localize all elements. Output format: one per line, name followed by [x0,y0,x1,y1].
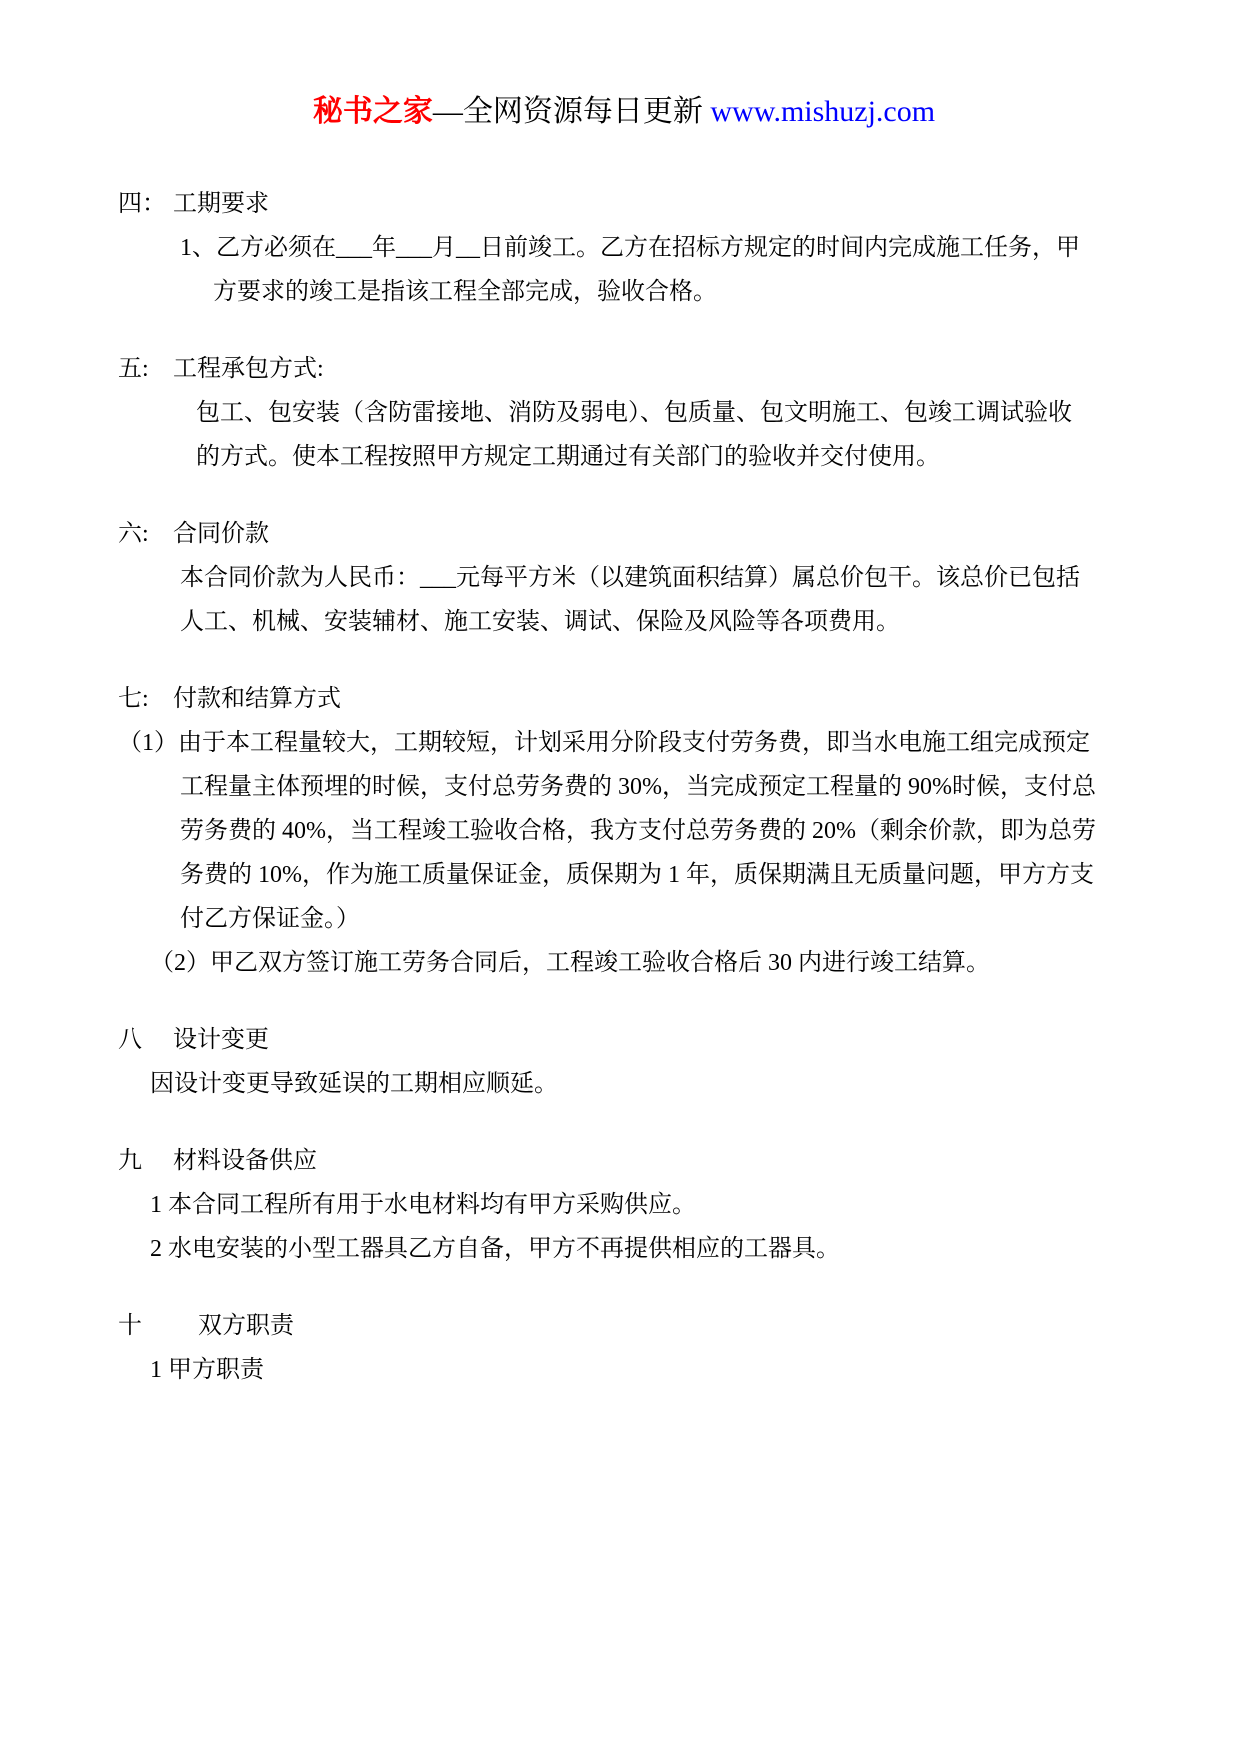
section-title: 工期要求 [173,191,269,217]
contract-line: 1 甲方职责 [150,1357,264,1383]
site-brand: 秘书之家 [312,95,433,128]
contract-line: （2）甲乙双方签订施工劳务合同后，工程竣工验收合格后 30 内进行竣工结算。 [150,950,990,976]
contract-line: 务费的 10%，作为施工质量保证金，质保期为 1 年，质保期满且无质量问题，甲方方支 [180,862,1094,888]
contract-line: 2 水电安装的小型工器具乙方自备，甲方不再提供相应的工器具。 [150,1236,840,1262]
section-title: 合同价款 [173,521,269,547]
section-number: 十 [118,1313,142,1339]
section-5-contracting-method [118,347,1130,479]
section-number: 六: [118,521,149,547]
contract-line: 方要求的竣工是指该工程全部完成，验收合格。 [213,279,717,305]
section-heading [118,677,1130,721]
contract-line: 1、乙方必须在___年___月__日前竣工。乙方在招标方规定的时间内完成施工任务，甲 [180,235,1080,261]
section-number: 四： [118,191,166,217]
section-number: 八 [118,1027,142,1053]
section-10-responsibilities [118,1304,1130,1392]
site-url-link[interactable]: www.mishuzj.com [710,95,936,128]
section-heading [118,1139,1130,1183]
section-number: 七: [118,686,149,712]
section-heading [118,182,1130,226]
section-heading [118,1018,1130,1062]
contract-line: 人工、机械、安装辅材、施工安装、调试、保险及风险等各项费用。 [180,609,900,635]
section-6-contract-price [118,512,1130,644]
section-7-payment-settlement [118,677,1130,985]
section-title: 工程承包方式: [173,356,324,382]
contract-line: 劳务费的 40%，当工程竣工验收合格，我方支付总劳务费的 20%（剩余价款，即为总劳 [180,818,1096,844]
section-heading [118,1304,1130,1348]
contract-line: 因设计变更导致延误的工期相应顺延。 [150,1071,558,1097]
section-number: 五: [118,356,149,382]
section-title: 设计变更 [173,1027,269,1053]
section-heading [118,347,1130,391]
contract-line: 的方式。使本工程按照甲方规定工期通过有关部门的验收并交付使用。 [196,444,940,470]
section-4-duration-requirements [118,182,1130,314]
contract-line: 工程量主体预埋的时候，支付总劳务费的 30%，当完成预定工程量的 90%时候，支付总 [180,774,1096,800]
contract-line: 付乙方保证金。） [180,906,360,932]
section-title: 付款和结算方式 [173,686,341,712]
contract-line: （1）由于本工程量较大，工期较短，计划采用分阶段支付劳务费，即当水电施工组完成预定 [118,730,1090,756]
section-heading [118,512,1130,556]
section-9-materials-supply [118,1139,1130,1271]
section-title: 材料设备供应 [173,1148,317,1174]
site-watermark-header [118,94,1130,130]
section-title: 双方职责 [198,1313,294,1339]
section-8-design-change [118,1018,1130,1106]
contract-line: 包工、包安装（含防雷接地、消防及弱电）、包质量、包文明施工、包竣工调试验收 [196,400,1072,426]
site-tagline: —全网资源每日更新 [432,95,711,128]
contract-line: 1 本合同工程所有用于水电材料均有甲方采购供应。 [150,1192,696,1218]
section-number: 九 [118,1148,142,1174]
contract-body [118,182,1130,1392]
contract-line: 本合同价款为人民币：___元每平方米（以建筑面积结算）属总价包干。该总价已包括 [180,565,1080,591]
